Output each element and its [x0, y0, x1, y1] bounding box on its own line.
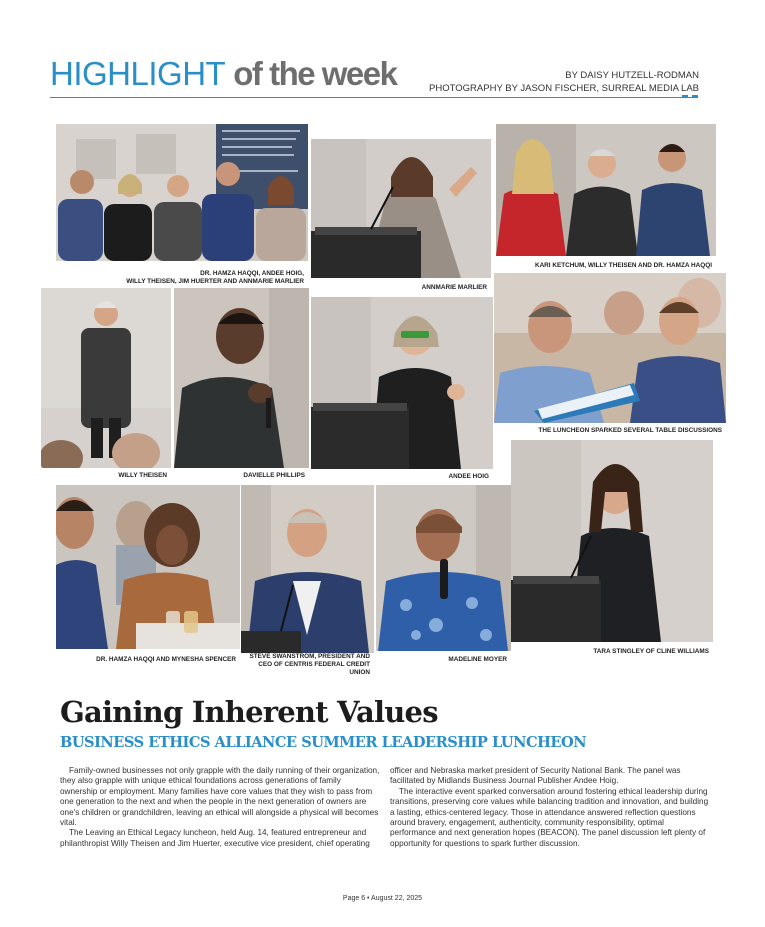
photo-image [496, 124, 716, 256]
photo-table-discussions [494, 273, 726, 436]
caption-line: DAVIELLE PHILLIPS [243, 472, 305, 479]
photo-caption [311, 473, 493, 482]
photo-image [311, 139, 491, 278]
photo-caption [311, 284, 491, 293]
caption-line: ANNMARIE MARLIER [421, 284, 487, 291]
caption-line: WILLY THEISEN, JIM HUERTER AND ANNMARIE MARLIER [126, 278, 304, 285]
photo-image [56, 485, 240, 649]
photo-caption [511, 648, 713, 657]
caption-line: KARI KETCHUM, WILLY THEISEN AND DR. HAMZA HAQQI [534, 262, 712, 269]
photo-willy-theisen [41, 288, 171, 481]
caption-line: ANDEE HOIG [448, 473, 489, 480]
photo-madeline-moyer [376, 485, 511, 665]
photo-caption [496, 262, 716, 271]
photo-image [376, 485, 511, 651]
caption-line: TARA STINGLEY OF CLINE WILLIAMS [593, 648, 709, 655]
byline [429, 69, 699, 95]
caption-line: STEVE SWANSTROM, PRESIDENT AND [249, 653, 370, 660]
photo-caption [241, 653, 374, 678]
photo-image [174, 288, 309, 468]
page-title [50, 55, 396, 93]
photo-image [511, 440, 713, 642]
title-highlight: HIGHLIGHT [50, 55, 225, 92]
photo-annmarie-marlier [311, 139, 491, 293]
photo-credit: PHOTOGRAPHY BY JASON FISCHER, SURREAL MEDIA LAB [429, 83, 699, 94]
photo-caption [41, 472, 171, 481]
article-column-1 [60, 766, 380, 849]
paragraph: Family-owned businesses not only grapple with the daily running of their organization, they also grapple with unique ethical foundations across generations of family ownership or employment. Many families have core values that they wish to pass from one generation to the next and when the people in the next generation of owners are one's children or grandchildren, leaving an ethical will alongside a physical will becomes vital. [60, 766, 380, 828]
photo-group-five-people [56, 124, 308, 287]
photo-caption [56, 270, 308, 287]
photo-davielle-phillips [174, 288, 309, 481]
header-rule-dash [682, 95, 698, 97]
photo-image [311, 297, 493, 469]
article-headline: Gaining Inherent Values [60, 695, 438, 729]
caption-line: DR. HAMZA HAQQI AND MYNESHA SPENCER [96, 656, 236, 663]
paragraph: The Leaving an Ethical Legacy luncheon, held Aug. 14, featured entrepreneur and philanthropist Willy Theisen and Jim Huerter, executive vice president, chief operating [60, 828, 370, 848]
photo-caption [56, 656, 240, 665]
header-rule [50, 97, 698, 98]
author-credit: BY DAISY HUTZELL-RODMAN [565, 70, 699, 81]
photo-image [41, 288, 171, 468]
article-column-2 [390, 766, 710, 849]
photo-andee-hoig [311, 297, 493, 482]
photo-steve-swanstrom [241, 485, 374, 678]
article-subhead: BUSINESS ETHICS ALLIANCE SUMMER LEADERSHIP LUNCHEON [60, 734, 587, 751]
caption-line: DR. HAMZA HAQQI, ANDEE HOIG, [200, 270, 304, 277]
photo-caption [494, 427, 726, 436]
photo-caption [376, 656, 511, 665]
photo-image [56, 124, 308, 261]
paragraph: officer and Nebraska market president of Security National Bank. The panel was facilitated by Midlands Business Journal Publisher Andee Hoig. [390, 766, 681, 786]
photo-caption [174, 472, 309, 481]
caption-line: THE LUNCHEON SPARKED SEVERAL TABLE DISCUSSIONS [538, 427, 722, 434]
title-of-the-week: of the week [233, 55, 397, 92]
photo-tara-stingley [511, 440, 713, 657]
caption-line: WILLY THEISEN [118, 472, 167, 479]
photo-three-people [496, 124, 716, 271]
photo-image [241, 485, 374, 653]
paragraph: The interactive event sparked conversation around fostering ethical leadership during transitions, preserving core values while balancing tradition and innovation, and building a lasting, ethics-centered legacy. Those in attendance answered reflection questions around bravery, engagement, authenticity, community responsibility, optimal performance and next generation hopes (BEACON). The panel discussion left plenty of opportunity for questions to spark further discussion. [390, 786, 709, 848]
caption-line: CEO OF CENTRIS FEDERAL CREDIT UNION [258, 661, 370, 676]
caption-line: MADELINE MOYER [448, 656, 507, 663]
photo-image [494, 273, 726, 423]
photo-haqqi-spencer [56, 485, 240, 665]
page-footer: Page 6 • August 22, 2025 [342, 895, 423, 902]
